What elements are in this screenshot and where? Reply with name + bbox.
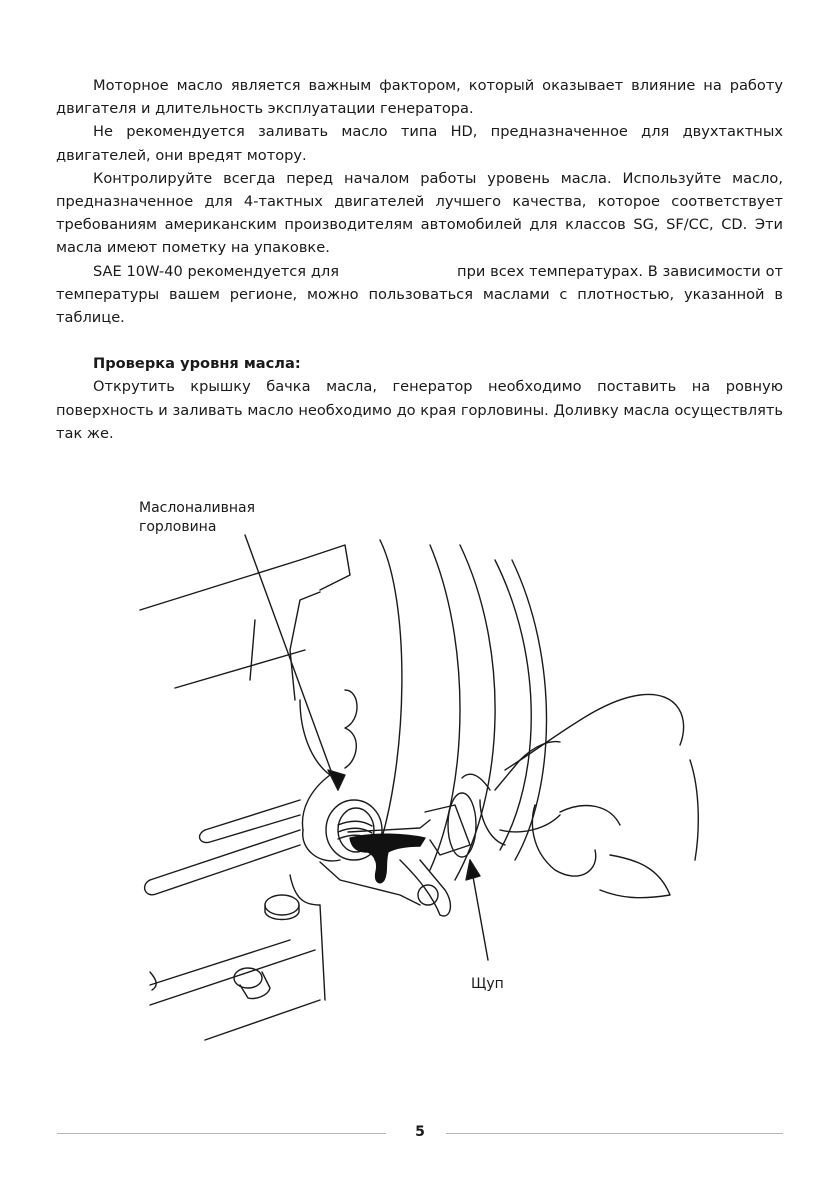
label-dipstick: Щуп	[471, 976, 504, 992]
oil-filler-neck	[300, 690, 420, 905]
leader-arrows	[245, 535, 488, 960]
engine-outline	[140, 540, 547, 1040]
paragraph-oil-importance: Моторное масло является важным фактором, который оказывает влияние на работу двигателя и длительность эксплуатации генератора.	[56, 77, 783, 118]
sae-text-start: SAE 10W-40 рекомендуется для	[93, 262, 340, 280]
paragraph-oil-level-procedure: Открутить крышку бачка масла, генератор необходимо поставить на ровную поверхность и заливать масло необходимо до края горловины. Доливку масла осуществлять так же.	[56, 378, 783, 442]
label-oil-filler-line2: горловина	[139, 519, 217, 535]
paragraph-hd-warning: Не рекомендуется заливать масло типа HD, предназначенное для двухтактных двигателей, они вредят мотору.	[56, 123, 783, 164]
page-number: 5	[415, 1124, 425, 1140]
dipstick	[348, 793, 476, 916]
section-heading: Проверка уровня масла:	[93, 355, 301, 373]
label-oil-filler-line1: Маслоналивная	[139, 500, 256, 516]
footer-rule-right	[446, 1133, 783, 1134]
sae-text-end: при всех температурах. В зависимости от температуры вашем регионе, можно пользоваться маслами с плотностью, указанной в таблице.	[56, 262, 783, 327]
hand	[462, 694, 698, 897]
footer-rule-left	[57, 1133, 386, 1134]
paragraph-oil-check: Контролируйте всегда перед началом работы уровень масла. Используйте масло, предназначенное для 4-тактных двигателей лучшего качества, которое соответствует требованиям американским производителям автомобилей для классов SG, SF/CC, CD. Эти масла имеют пометку на упаковке.	[56, 169, 783, 257]
bolt-icon	[234, 895, 299, 999]
